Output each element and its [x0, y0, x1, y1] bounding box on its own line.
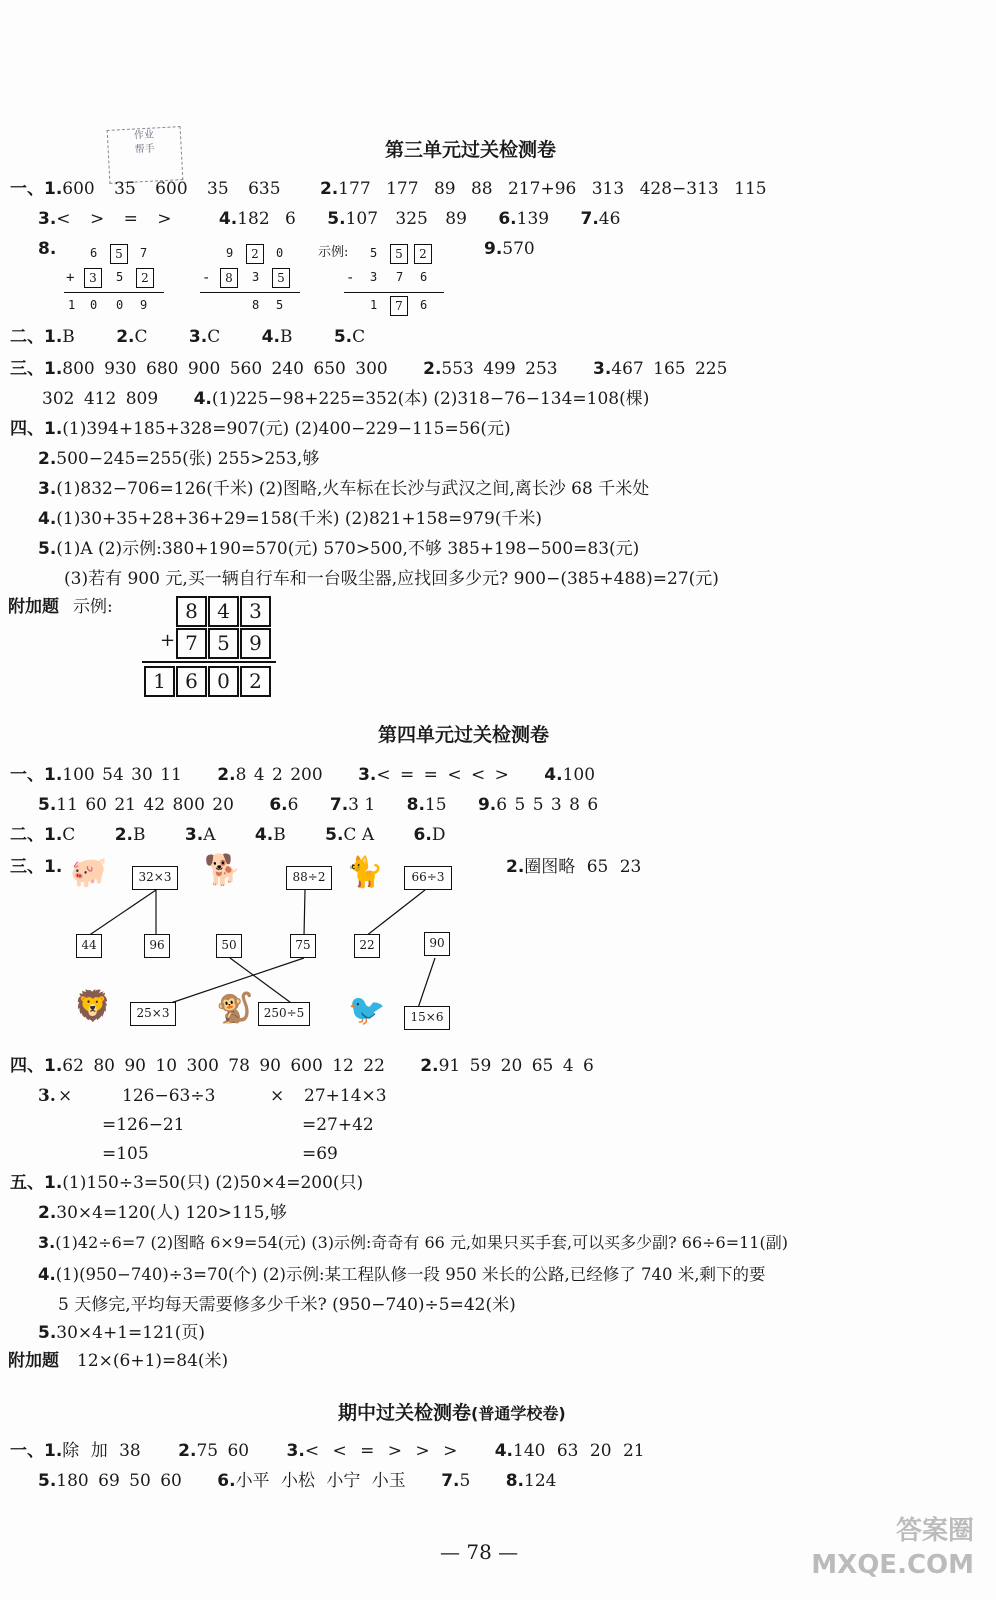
q-num: 2.: [423, 359, 442, 379]
answer-text: 570: [502, 239, 535, 259]
answer-text: 46: [598, 209, 621, 229]
divider: [344, 292, 444, 293]
unit3-line12: [64, 568, 719, 590]
digit-box: 7: [390, 296, 408, 316]
digit: 9: [140, 298, 148, 312]
unit3-line7: [10, 418, 511, 440]
unit3-line9: [38, 478, 649, 500]
q-num: 3.: [184, 825, 204, 845]
stamp-line1: 作业: [133, 129, 155, 142]
answer-text: 100 54 30 11: [62, 765, 182, 785]
answer-text: 600 35 600 35 635: [62, 179, 281, 199]
unit4-line4: [10, 856, 62, 878]
unit4-line13: [58, 1294, 516, 1316]
answer-text: B: [273, 825, 286, 845]
q-tag: 三、1.: [10, 359, 63, 379]
unit3-line8: [38, 448, 319, 470]
answer-text: < < = > > >: [304, 1441, 458, 1461]
unit3-line1: [10, 178, 767, 200]
answer-text: 6: [287, 795, 299, 815]
digit-box: 5: [208, 628, 239, 659]
unit4-line11: [38, 1232, 788, 1254]
answer-text: (1)A (2)示例:380+190=570(元) 570>500,不够 385+198−500=83(元): [56, 539, 640, 559]
q-num: 3.: [188, 327, 208, 347]
answer-text: (1)832−706=126(千米) (2)图略,火车标在长沙与武汉之间,离长沙 68 千米处: [56, 479, 650, 499]
q-num: 3.: [38, 1086, 56, 1106]
q-num: 5.: [38, 795, 57, 815]
unit3-line10: [38, 508, 542, 530]
q-num: 2.: [178, 1441, 197, 1461]
unit4-line10: [38, 1202, 287, 1224]
digit-box: 5: [272, 268, 290, 288]
q-num: 7.: [580, 209, 599, 229]
calc-step: =105: [102, 1144, 149, 1164]
answer-text: 11 60 21 42 800 20: [56, 795, 234, 815]
midterm-subtitle: (普通学校卷): [471, 1404, 566, 1423]
q-num: 8.: [38, 239, 57, 259]
expr-box: 250÷5: [258, 1002, 310, 1026]
q-num: 2.: [420, 1056, 439, 1076]
number-box: 96: [144, 934, 170, 958]
answer-text: 30×4=120(人) 120>115,够: [56, 1203, 287, 1223]
q-num: 6.: [498, 209, 517, 229]
answer-text: 500−245=255(张) 255>253,够: [56, 449, 320, 469]
q-num: 3.: [286, 1441, 305, 1461]
q-num: 8.: [406, 795, 425, 815]
wrong-mark: ×: [270, 1086, 285, 1106]
q-num: 3.: [592, 359, 612, 379]
q-num: 3.: [358, 765, 377, 785]
q-num: 4.: [544, 765, 563, 785]
q-num: 9.: [477, 795, 497, 815]
answer-text: (3)若有 900 元,买一辆自行车和一台吸尘器,应找回多少元? 900−(385+488)=27(元): [64, 569, 719, 589]
q-num: 4.: [218, 209, 238, 229]
expr-box: 66÷3: [404, 866, 452, 890]
unit3-line6: [42, 388, 649, 410]
number-box: 50: [216, 934, 242, 958]
digit-box: 0: [208, 666, 239, 697]
digit-box: 5: [390, 244, 408, 264]
answer-text: 91 59 20 65 4 6: [438, 1056, 594, 1076]
answer-text: C: [134, 327, 148, 347]
answer-text: 182 6: [237, 209, 296, 229]
vertical-calc-1: [60, 240, 170, 318]
expr-box: 32×3: [132, 866, 178, 890]
answer-text: D: [431, 825, 446, 845]
answer-text: (1)394+185+328=907(元) (2)400−229−115=56(元): [62, 419, 511, 439]
calc-step: 27+14×3: [304, 1086, 387, 1106]
q-num: 2.: [319, 179, 339, 199]
digit-box: 1: [144, 666, 175, 697]
answer-text: C: [62, 825, 76, 845]
bird-icon: 🐦: [348, 993, 386, 1028]
digit-box: 4: [208, 596, 239, 627]
digit: 3: [370, 270, 378, 284]
q-num: 7.: [329, 795, 349, 815]
answer-text: 553 499 253: [441, 359, 558, 379]
unit3-bonus: [8, 596, 113, 618]
answer-text: 8 4 2 200: [235, 765, 323, 785]
q-tag: 四、1.: [10, 419, 63, 439]
answer-text: 5 天修完,平均每天需要修多少千米? (950−740)÷5=42(米): [58, 1295, 516, 1315]
q-tag: 一、1.: [10, 1441, 63, 1461]
monkey-icon: 🐒: [216, 991, 254, 1026]
digit-box: 2: [240, 666, 271, 697]
unit3-line2: [38, 208, 620, 230]
answer-text: (1)(950−740)÷3=70(个) (2)示例:某工程队修一段 950 米长的公路,已经修了 740 米,剩下的要: [55, 1265, 766, 1284]
q-num: 4.: [494, 1441, 514, 1461]
digit-box: 7: [176, 628, 207, 659]
digit: 3: [252, 270, 260, 284]
minus-sign: -: [202, 270, 211, 286]
wrong-mark: ×: [58, 1086, 73, 1106]
q-num: 5.: [38, 1323, 57, 1343]
q-num: 5.: [38, 539, 57, 559]
digit-box: 2: [414, 244, 432, 264]
q-num: 3.: [38, 479, 57, 499]
answer-text: 100: [562, 765, 596, 785]
calc-step: 126−63÷3: [122, 1086, 216, 1106]
digit-box: 3: [240, 596, 271, 627]
page-number: — 78 —: [440, 1540, 519, 1564]
q-tag: 四、1.: [10, 1056, 63, 1076]
q-num: 7.: [441, 1471, 460, 1491]
q-num: 4.: [261, 327, 280, 347]
q-num: 6.: [413, 825, 432, 845]
q-num: 5.: [327, 209, 346, 229]
calc-step: =27+42: [302, 1115, 374, 1135]
stamp: [107, 126, 184, 184]
q-num: 2.: [217, 765, 236, 785]
q-num: 4.: [193, 389, 212, 409]
answer-text: C A: [343, 825, 375, 845]
calc-step: =126−21: [102, 1115, 185, 1135]
unit4-q3-block: [38, 1085, 498, 1175]
digit-box: 2: [246, 244, 264, 264]
answer-text: 12×(6+1)=84(米): [77, 1351, 229, 1371]
q-num: 4.: [38, 509, 57, 529]
q-num: 8.: [505, 1471, 525, 1491]
digit: 7: [140, 246, 148, 260]
plus-sign: +: [66, 270, 75, 286]
q-num: 3.: [38, 1233, 56, 1252]
digit: 0: [90, 298, 98, 312]
pig-icon: 🐖: [70, 855, 108, 890]
digit-box: 6: [176, 666, 207, 697]
digit: 5: [276, 298, 284, 312]
bonus-tag: 附加题: [8, 1351, 59, 1371]
calc-step: =69: [302, 1144, 338, 1164]
plus-sign: +: [160, 630, 176, 651]
answer-text: A: [203, 825, 216, 845]
answer-text: 467 165 225: [611, 359, 728, 379]
q-tag: 一、1.: [10, 765, 63, 785]
expr-box: 88÷2: [286, 866, 332, 890]
number-box: 44: [76, 934, 102, 958]
answer-text: 302 412 809: [42, 389, 159, 409]
vertical-calc-3: [340, 240, 450, 318]
unit3-line3: [38, 238, 56, 260]
number-box: 22: [354, 934, 380, 958]
unit4-line9: [10, 1172, 363, 1194]
answer-text: (1)42÷6=7 (2)图略 6×9=54(元) (3)示例:奇奇有 66 元,如果只买手套,可以买多少副? 66÷6=11(副): [55, 1233, 788, 1252]
digit-box: 3: [84, 268, 102, 288]
digit-box: 8: [220, 268, 238, 288]
q-tag: 五、1.: [10, 1173, 63, 1193]
unit4-bonus: [8, 1350, 228, 1372]
expr-box: 25×3: [130, 1002, 176, 1026]
digit: 6: [90, 246, 98, 260]
q-tag: 二、1.: [10, 825, 63, 845]
midterm-title-text: 期中过关检测卷: [338, 1402, 472, 1424]
bonus-tag: 附加题: [8, 597, 59, 617]
answer-text: 140 63 20 21: [513, 1441, 645, 1461]
cat-icon: 🐈: [346, 855, 384, 890]
number-box: 75: [290, 934, 316, 958]
watermark-line1: 答案圈: [895, 1516, 974, 1546]
q-num: 2.: [38, 1203, 57, 1223]
answer-text: 小平 小松 小宁 小玉: [235, 1471, 406, 1491]
q-num: 4.: [38, 1265, 56, 1284]
digit: 5: [116, 270, 124, 284]
q-num: 6.: [269, 795, 288, 815]
q-num: 6.: [217, 1471, 236, 1491]
watermark-line2: MXQE.COM: [811, 1550, 974, 1580]
digit: 8: [252, 298, 260, 312]
answer-text: 800 930 680 900 560 240 650 300: [62, 359, 388, 379]
unit3-title: 第三单元过关检测卷: [385, 139, 557, 161]
digit: 9: [226, 246, 234, 260]
answer-text: 139: [516, 209, 550, 229]
unit3-line11: [38, 538, 639, 560]
unit4-line5: [10, 1055, 594, 1077]
answer-text: (1)150÷3=50(只) (2)50×4=200(只): [62, 1173, 364, 1193]
answer-text: 107 325 89: [345, 209, 467, 229]
divider: [142, 661, 276, 663]
digit: 6: [420, 270, 428, 284]
matching-diagram: [60, 850, 480, 1050]
answer-text: B: [279, 327, 293, 347]
minus-sign: -: [346, 270, 355, 286]
q-tag: 一、1.: [10, 179, 63, 199]
digit-box: 8: [176, 596, 207, 627]
q-num: 4.: [254, 825, 274, 845]
answer-text: 124: [524, 1471, 557, 1491]
answer-text: 15: [424, 795, 447, 815]
answer-text: 75 60: [196, 1441, 250, 1461]
answer-text: 圈图略 65 23: [524, 857, 642, 877]
unit4-line3: [10, 824, 445, 846]
q-num: 5.: [38, 1471, 57, 1491]
divider: [64, 292, 164, 293]
answer-text: B: [62, 327, 75, 347]
answer-text: 3 1: [348, 795, 376, 815]
midterm-line2: [38, 1470, 556, 1492]
q-num: 5.: [333, 327, 353, 347]
digit-box: 5: [110, 244, 128, 264]
unit4-line12: [38, 1264, 765, 1286]
digit-box: 2: [136, 268, 154, 288]
digit: 0: [116, 298, 124, 312]
q-num: 2.: [506, 857, 525, 877]
q-num: 2.: [116, 327, 135, 347]
answer-text: 180 69 50 60: [56, 1471, 182, 1491]
unit4-q2: [506, 856, 641, 878]
lion-icon: 🦁: [74, 989, 112, 1024]
answer-text: (1)225−98+225=352(本) (2)318−76−134=108(棵): [211, 389, 650, 409]
unit4-line14: [38, 1322, 205, 1344]
answer-text: 除 加 38: [62, 1441, 141, 1461]
digit-box: 9: [240, 628, 271, 659]
unit4-line2: [38, 794, 598, 816]
q-tag: 二、1.: [10, 327, 63, 347]
dog-icon: 🐕: [204, 853, 242, 888]
stamp-line2: 帮手: [134, 143, 155, 156]
answer-text: 5: [459, 1471, 471, 1491]
answer-text: 6 5 5 3 8 6: [496, 795, 599, 815]
midterm-title: [338, 1398, 566, 1425]
digit: 0: [276, 246, 284, 260]
q-num: 2.: [38, 449, 57, 469]
digit: 6: [420, 298, 428, 312]
q-num: 9.: [484, 239, 503, 259]
q-num: 2.: [114, 825, 134, 845]
divider: [200, 292, 300, 293]
unit3-q9: [484, 238, 535, 260]
unit4-line1: [10, 764, 595, 786]
unit3-line5: [10, 358, 727, 380]
answer-text: 62 80 90 10 300 78 90 600 12 22: [62, 1056, 385, 1076]
q-num: 5.: [325, 825, 344, 845]
answer-text: (1)30+35+28+36+29=158(千米) (2)821+158=979(千米): [56, 509, 543, 529]
digit: 1: [370, 298, 378, 312]
vertical-calc-2: [196, 240, 306, 318]
watermark: [811, 1514, 974, 1582]
midterm-line1: [10, 1440, 645, 1462]
digit: 5: [370, 246, 378, 260]
answer-text: C: [207, 327, 221, 347]
answer-text: < = = < < >: [376, 765, 509, 785]
number-box: 90: [424, 932, 450, 956]
answer-text: B: [133, 825, 146, 845]
answer-text: 177 177 89 88 217+96 313 428−313 115: [338, 179, 767, 199]
unit4-title: 第四单元过关检测卷: [378, 724, 550, 746]
unit3-line4: [10, 326, 365, 348]
expr-box: 15×6: [404, 1006, 450, 1030]
answer-text: C: [352, 327, 366, 347]
example-label: 示例:: [73, 597, 113, 617]
digit: 1: [68, 298, 76, 312]
digit: 7: [396, 270, 404, 284]
example-label: 示例:: [318, 245, 349, 260]
answer-text: 30×4+1=121(页): [56, 1323, 206, 1343]
bonus-vertical-calc: [140, 594, 280, 698]
q-tag: 三、1.: [10, 857, 63, 877]
answer-text: < > = >: [56, 209, 172, 229]
q-num: 3.: [38, 209, 57, 229]
